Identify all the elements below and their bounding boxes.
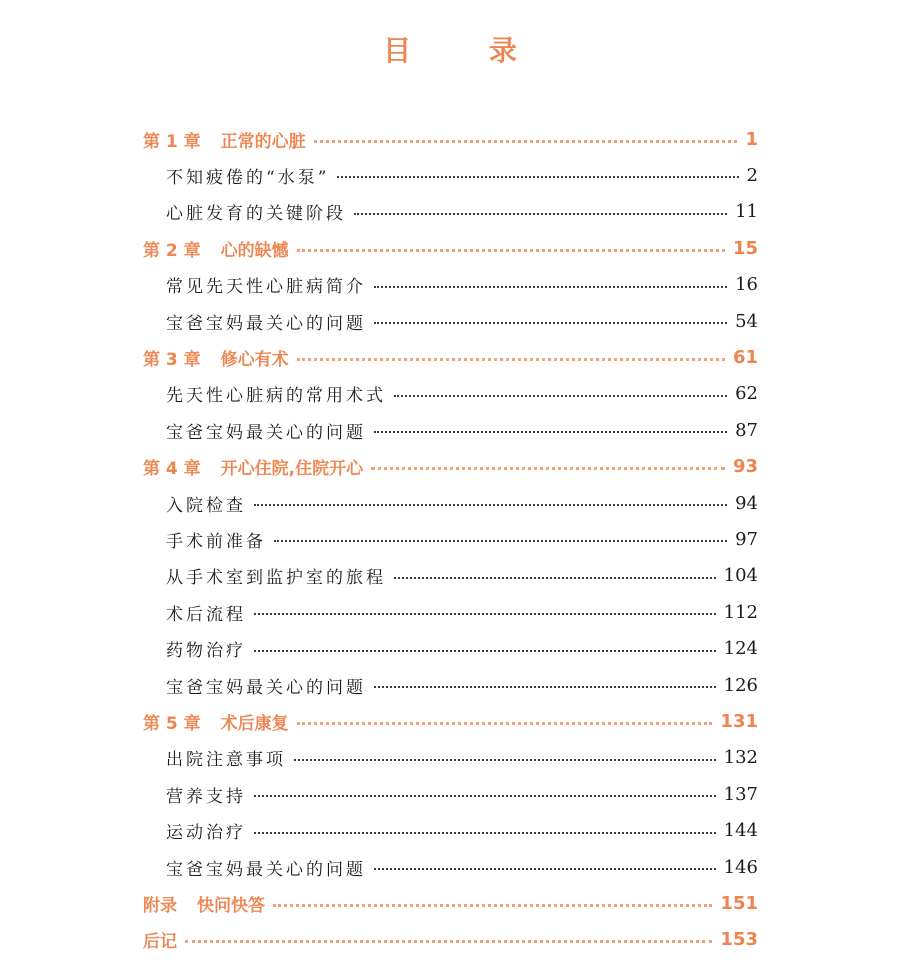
toc-entry-label: 修心有术 (220, 349, 289, 370)
page-number: 54 (735, 310, 758, 332)
page-number: 146 (723, 856, 758, 878)
page-number: 11 (735, 201, 758, 223)
page-number: 144 (723, 820, 758, 842)
dot-leader (254, 504, 727, 506)
dot-leader (297, 358, 725, 361)
dot-leader (297, 722, 713, 725)
toc-entry-title (166, 855, 366, 880)
page-number: 61 (732, 346, 758, 368)
toc-entry-label: 心脏发育的关键阶段 (166, 204, 346, 225)
toc-entry-label: 术后康复 (220, 713, 289, 734)
toc-entry-label: 宝爸宝妈最关心的问题 (166, 859, 366, 880)
page-number: 62 (735, 383, 758, 405)
toc-entry-title (166, 527, 266, 552)
toc-entry-title (166, 818, 246, 843)
toc-chapter-entry[interactable] (143, 230, 758, 266)
page-number: 93 (732, 456, 758, 478)
chapter-number: 附录 (143, 895, 177, 916)
toc-entry-title (166, 745, 286, 770)
toc-entry-title (143, 345, 289, 370)
toc-chapter-entry[interactable] (143, 885, 758, 921)
toc-section-entry[interactable] (166, 412, 758, 448)
toc-chapter-entry[interactable] (143, 121, 758, 157)
toc-entry-title (143, 891, 265, 916)
dot-leader (294, 759, 716, 761)
toc-entry-label: 宝爸宝妈最关心的问题 (166, 422, 366, 443)
toc-chapter-entry[interactable] (143, 922, 758, 958)
page-number: 87 (735, 419, 758, 441)
toc-entry-label: 正常的心脏 (220, 131, 306, 152)
toc-entry-label: 药物治疗 (166, 641, 246, 662)
dot-leader (254, 795, 716, 797)
toc-section-entry[interactable] (166, 558, 758, 594)
toc-entry-label: 不知疲倦的“水泵” (166, 167, 330, 188)
toc-chapter-entry[interactable] (143, 339, 758, 375)
toc-entry-title (166, 418, 366, 443)
dot-leader (374, 322, 727, 324)
toc-section-entry[interactable] (166, 303, 758, 339)
chapter-number: 第 4 章 (143, 459, 201, 480)
toc-section-entry[interactable] (166, 485, 758, 521)
toc-section-entry[interactable] (166, 813, 758, 849)
toc-chapter-entry[interactable] (143, 703, 758, 739)
toc-entry-label: 心的缺憾 (220, 240, 289, 261)
toc-section-entry[interactable] (166, 667, 758, 703)
dot-leader (374, 286, 727, 288)
page-number: 104 (723, 565, 758, 587)
page-title: 目 录 (383, 34, 551, 67)
dot-leader (374, 686, 716, 688)
page-number: 151 (720, 892, 758, 914)
toc-entry-title (166, 272, 366, 297)
page-number: 112 (723, 601, 758, 623)
toc-entry-label: 开心住院,住院开心 (220, 459, 364, 480)
dot-leader (254, 613, 716, 615)
toc-section-entry[interactable] (166, 631, 758, 667)
dot-leader (337, 176, 738, 178)
chapter-number: 第 1 章 (143, 131, 201, 152)
chapter-number: 第 5 章 (143, 713, 201, 734)
toc-entry-title (143, 709, 289, 734)
page-number: 94 (735, 492, 758, 514)
dot-leader (254, 832, 716, 834)
dot-leader (254, 650, 716, 652)
toc-entry-label: 手术前准备 (166, 531, 266, 552)
page-number: 126 (723, 674, 758, 696)
toc-section-entry[interactable] (166, 740, 758, 776)
toc-section-entry[interactable] (166, 194, 758, 230)
page-number: 15 (732, 237, 758, 259)
toc-entry-label: 从手术室到监护室的旅程 (166, 568, 386, 589)
dot-leader (394, 395, 727, 397)
dot-leader (314, 140, 738, 143)
toc-section-entry[interactable] (166, 267, 758, 303)
toc-entry-title (166, 491, 246, 516)
toc-chapter-entry[interactable] (143, 449, 758, 485)
toc-entry-label: 宝爸宝妈最关心的问题 (166, 313, 366, 334)
toc-entry-title (166, 563, 386, 588)
toc-entry-label: 术后流程 (166, 604, 246, 625)
toc-entry-label: 先天性心脏病的常用术式 (166, 386, 386, 407)
dot-leader (297, 249, 725, 252)
toc-section-entry[interactable] (166, 776, 758, 812)
dot-leader (374, 868, 716, 870)
toc-section-entry[interactable] (166, 157, 758, 193)
toc-entry-title (166, 636, 246, 661)
toc-entry-title (166, 381, 386, 406)
toc-entry-title (166, 600, 246, 625)
page-number: 137 (723, 783, 758, 805)
toc-entry-title (143, 454, 363, 479)
dot-leader (394, 577, 716, 579)
page-number: 124 (723, 638, 758, 660)
dot-leader (354, 213, 727, 215)
toc-entry-title (166, 163, 329, 188)
toc-section-entry[interactable] (166, 849, 758, 885)
dot-leader (185, 940, 712, 943)
toc-entry-label: 快问快答 (197, 895, 265, 916)
toc-section-entry[interactable] (166, 594, 758, 630)
dot-leader (371, 467, 725, 470)
toc-entry-title (166, 673, 366, 698)
toc-section-entry[interactable] (166, 376, 758, 412)
toc-entry-title (143, 236, 289, 261)
toc-entry-label: 后记 (143, 932, 177, 953)
page-number: 153 (720, 929, 758, 951)
toc-entry-label: 出院注意事项 (166, 750, 286, 771)
chapter-number: 第 3 章 (143, 349, 201, 370)
page-number: 97 (735, 528, 758, 550)
toc-entry-label: 营养支持 (166, 786, 246, 807)
toc-entry-title (166, 199, 346, 224)
toc-entry-label: 运动治疗 (166, 823, 246, 844)
toc-entry-title (166, 782, 246, 807)
page-number: 132 (723, 747, 758, 769)
toc-entry-label: 常见先天性心脏病简介 (166, 277, 366, 298)
page-number: 16 (735, 274, 758, 296)
toc-entry-title (143, 927, 177, 952)
toc-entry-title (143, 127, 306, 152)
dot-leader (273, 904, 712, 907)
toc-entry-label: 入院检查 (166, 495, 246, 516)
toc-entry-label: 宝爸宝妈最关心的问题 (166, 677, 366, 698)
dot-leader (374, 431, 727, 433)
page-number: 1 (745, 128, 758, 150)
dot-leader (274, 540, 727, 542)
page-number: 2 (746, 164, 758, 186)
chapter-number: 第 2 章 (143, 240, 201, 261)
toc-entry-title (166, 309, 366, 334)
toc-section-entry[interactable] (166, 521, 758, 557)
page-number: 131 (720, 710, 758, 732)
